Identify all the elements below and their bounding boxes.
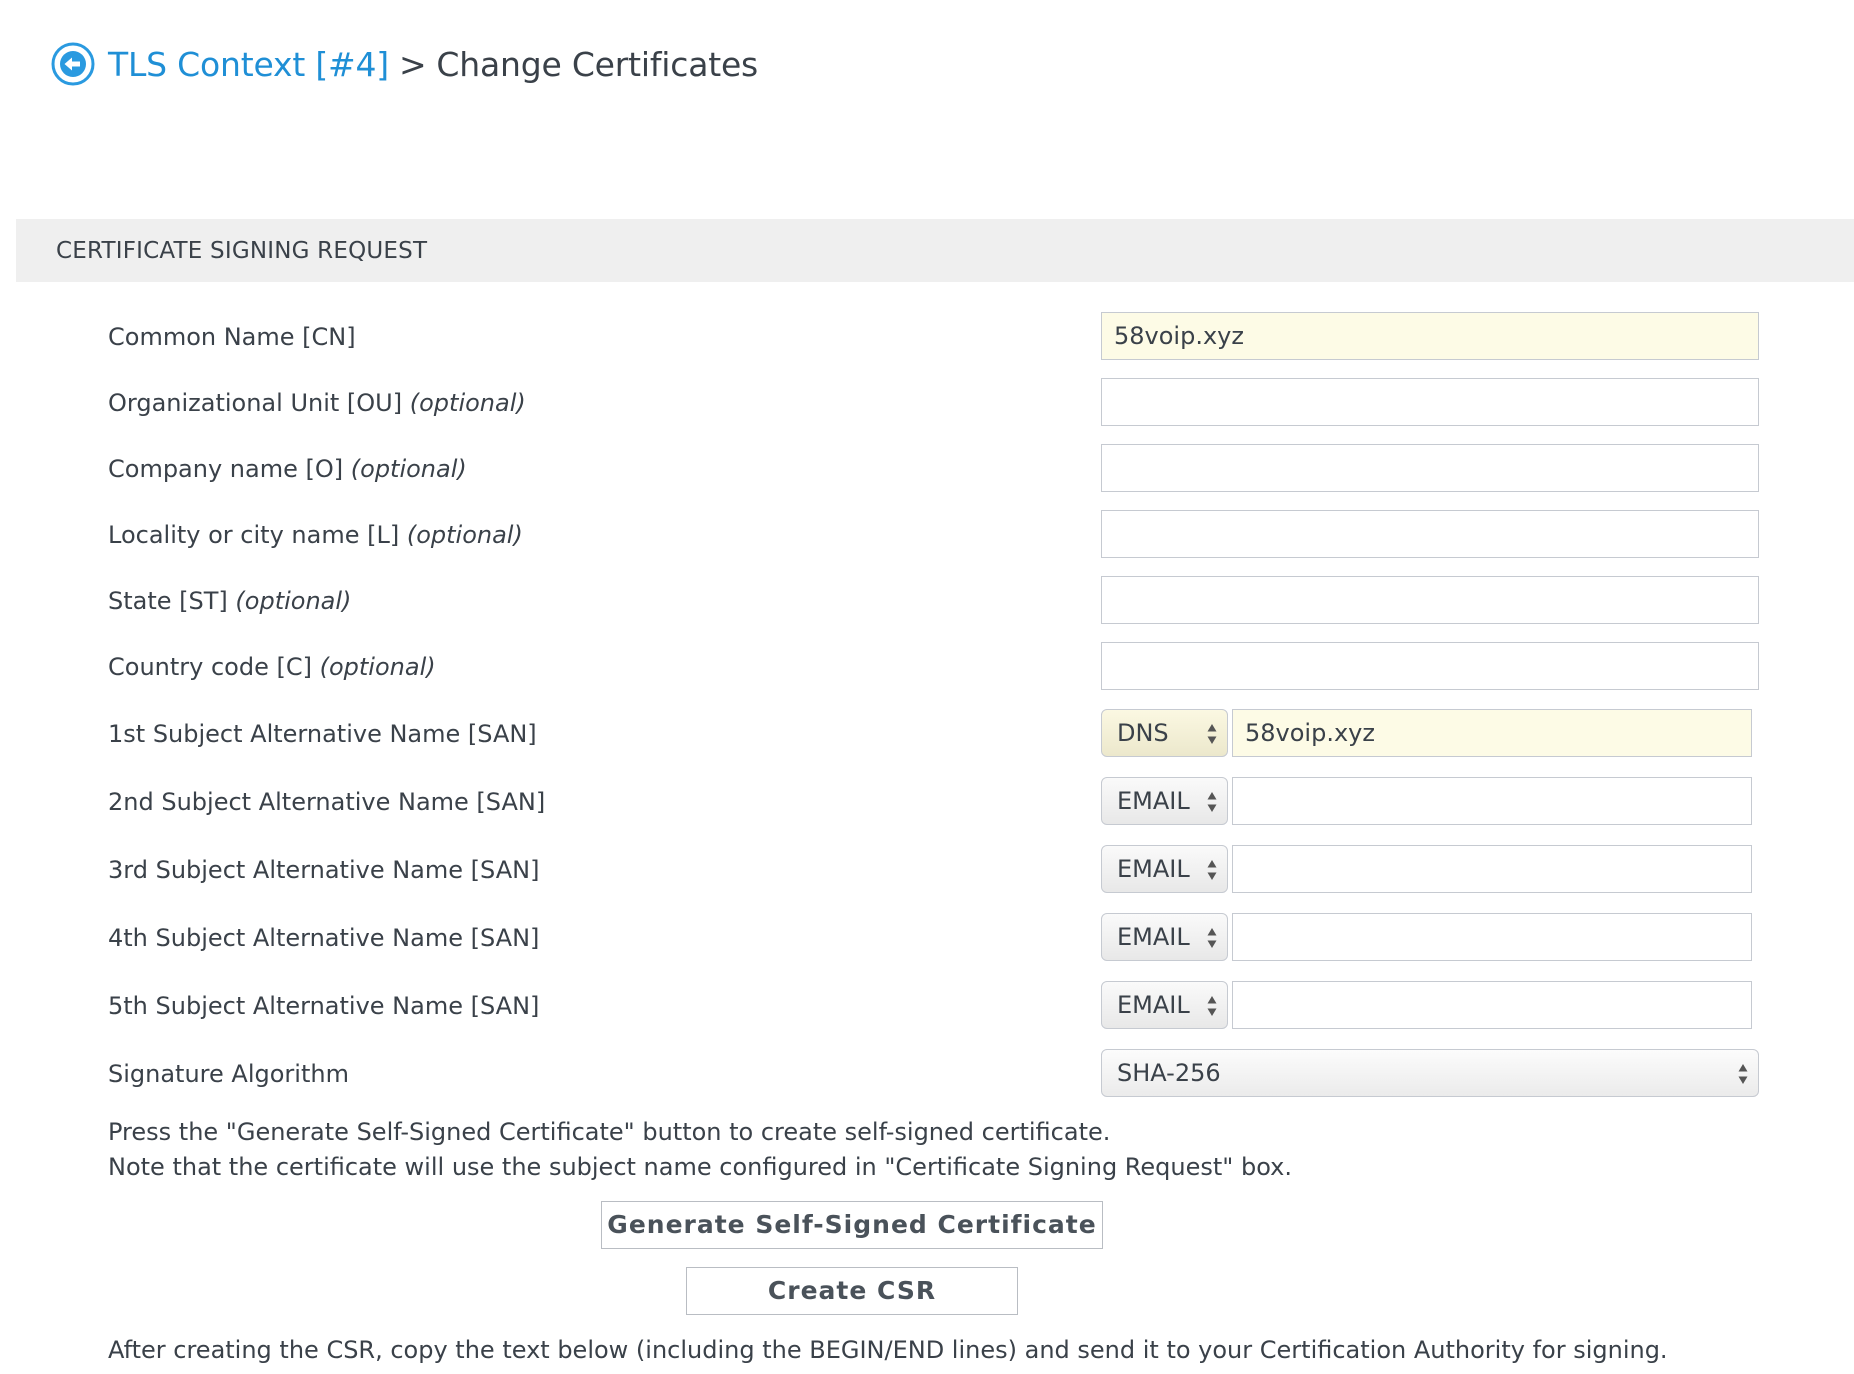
breadcrumb-parent-link[interactable]: TLS Context [#4] (108, 44, 389, 84)
san-2-label: 2nd Subject Alternative Name [SAN] (108, 788, 546, 816)
san-1-value-input[interactable]: 58voip.xyz (1232, 709, 1752, 757)
select-arrows-icon (1207, 859, 1217, 881)
field-row-st (0, 576, 1854, 626)
optional-tag: (optional) (319, 653, 436, 681)
field-row-san-5 (0, 981, 1854, 1031)
ou-label-text: Organizational Unit [OU] (108, 389, 403, 417)
state-input[interactable] (1101, 576, 1759, 624)
san-1-type-value: DNS (1117, 719, 1169, 747)
after-csr-note: After creating the CSR, copy the text below (including the BEGIN/END lines) and send it to your Certification Authority for signing. (108, 1336, 1668, 1364)
san-4-label: 4th Subject Alternative Name [SAN] (108, 924, 540, 952)
section-header (16, 219, 1854, 282)
select-arrows-icon (1207, 791, 1217, 813)
generate-self-signed-button[interactable]: Generate Self-Signed Certificate (601, 1201, 1103, 1249)
field-row-san-3 (0, 845, 1854, 895)
field-row-ou (0, 378, 1854, 428)
field-row-cn (0, 312, 1854, 362)
san-3-value-input[interactable] (1232, 845, 1752, 893)
signature-label: Signature Algorithm (108, 1060, 349, 1088)
san-3-label: 3rd Subject Alternative Name [SAN] (108, 856, 540, 884)
field-row-san-4 (0, 913, 1854, 963)
back-arrow-circle-icon[interactable] (50, 41, 96, 87)
select-arrows-icon (1207, 927, 1217, 949)
note-line-2: Note that the certificate will use the subject name configured in "Certificate Signing Request" box. (108, 1153, 1292, 1181)
san-2-value-input[interactable] (1232, 777, 1752, 825)
company-name-input[interactable] (1101, 444, 1759, 492)
select-arrows-icon (1207, 995, 1217, 1017)
signature-algorithm-select[interactable] (1101, 1049, 1759, 1097)
o-label (108, 444, 467, 494)
optional-tag: (optional) (406, 521, 523, 549)
san-1-label: 1st Subject Alternative Name [SAN] (108, 720, 537, 748)
country-code-input[interactable] (1101, 642, 1759, 690)
san-4-value-input[interactable] (1232, 913, 1752, 961)
breadcrumb (50, 38, 758, 90)
san-4-type-select[interactable] (1101, 913, 1228, 961)
san-5-type-select[interactable] (1101, 981, 1228, 1029)
field-row-o (0, 444, 1854, 494)
locality-input[interactable] (1101, 510, 1759, 558)
optional-tag: (optional) (235, 587, 352, 615)
breadcrumb-text (108, 45, 758, 84)
select-arrows-icon (1738, 1063, 1748, 1085)
page-title: Change Certificates (436, 44, 759, 84)
field-row-l (0, 510, 1854, 560)
create-csr-button[interactable]: Create CSR (686, 1267, 1018, 1315)
l-label-text: Locality or city name [L] (108, 521, 400, 549)
san-5-label: 5th Subject Alternative Name [SAN] (108, 992, 540, 1020)
select-arrows-icon (1207, 723, 1217, 745)
organizational-unit-input[interactable] (1101, 378, 1759, 426)
san-2-type-value: EMAIL (1117, 787, 1190, 815)
ou-label (108, 378, 526, 428)
section-title: CERTIFICATE SIGNING REQUEST (56, 237, 428, 264)
optional-tag: (optional) (350, 455, 467, 483)
c-label (108, 642, 436, 692)
san-3-type-select[interactable] (1101, 845, 1228, 893)
st-label-text: State [ST] (108, 587, 228, 615)
common-name-input[interactable]: 58voip.xyz (1101, 312, 1759, 360)
san-3-type-value: EMAIL (1117, 855, 1190, 883)
san-4-type-value: EMAIL (1117, 923, 1190, 951)
field-row-c (0, 642, 1854, 692)
signature-algorithm-value: SHA-256 (1117, 1059, 1221, 1087)
optional-tag: (optional) (409, 389, 526, 417)
field-row-signature (0, 1049, 1854, 1099)
san-5-value-input[interactable] (1232, 981, 1752, 1029)
san-1-type-select[interactable] (1101, 709, 1228, 757)
cn-label (108, 312, 356, 362)
note-line-1: Press the "Generate Self-Signed Certificate" button to create self-signed certificate. (108, 1118, 1111, 1146)
field-row-san-2 (0, 777, 1854, 827)
o-label-text: Company name [O] (108, 455, 344, 483)
san-2-type-select[interactable] (1101, 777, 1228, 825)
san-5-type-value: EMAIL (1117, 991, 1190, 1019)
breadcrumb-separator: > (398, 44, 427, 84)
c-label-text: Country code [C] (108, 653, 312, 681)
st-label (108, 576, 351, 626)
l-label (108, 510, 523, 560)
field-row-san-1 (0, 709, 1854, 759)
cn-label-text: Common Name [CN] (108, 323, 356, 351)
